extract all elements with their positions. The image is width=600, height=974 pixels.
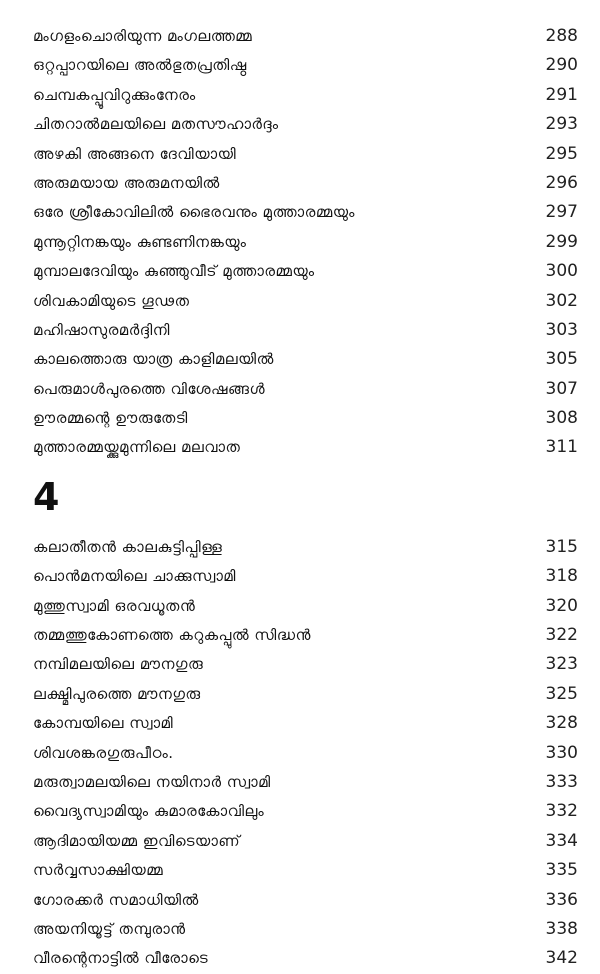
toc-entry-page: 291 <box>545 84 578 105</box>
toc-entry-title: നമ്പിമലയിലെ മൗനഗുരു <box>33 655 204 674</box>
toc-entry-page: 323 <box>545 654 578 675</box>
toc-entry-title: മുത്താരമ്മയ്ക്കുമുന്നിലെ മലവാത <box>33 438 241 457</box>
toc-entry <box>33 592 578 621</box>
toc-entry-title: കാലത്തൊരു യാത്ര കാളിമലയിൽ <box>33 350 274 369</box>
toc-entry-page: 300 <box>545 261 578 282</box>
toc-entry <box>33 198 578 227</box>
toc-entry <box>33 287 578 316</box>
toc-entry-page: 328 <box>545 713 578 734</box>
toc-entry-title: അയനിയൂട്ട് തമ്പുരാൻ <box>33 919 186 938</box>
toc-entry-page: 297 <box>545 202 578 223</box>
toc-entry <box>33 375 578 404</box>
toc-entry-title: തമ്മത്തുകോണത്തെ കറുകപ്പുൽ സിദ്ധൻ <box>33 626 311 645</box>
toc-entry <box>33 228 578 257</box>
toc-entry <box>33 886 578 915</box>
toc-entry-page: 320 <box>545 595 578 616</box>
toc-entry-title: അഴകി അങ്ങനെ ദേവിയായി <box>33 144 237 163</box>
toc-entry-title: മുത്തുസ്വാമി ഒരവധൂതൻ <box>33 596 196 615</box>
toc-entry-title: മംഗളംചൊരിയുന്ന മംഗലത്തമ്മ <box>33 27 253 45</box>
toc-entry-title: മുന്നൂറ്റിനങ്കയും കുണ്ടണിനങ്കയും <box>33 232 247 251</box>
toc-entry-page: 322 <box>545 625 578 646</box>
toc-entry-page: 305 <box>545 349 578 370</box>
toc-entry-page: 307 <box>545 378 578 399</box>
toc-entry-title: ഒരേ ശ്രീകോവിലിൽ ഭൈരവനും മുത്താരമ്മയും <box>33 203 355 222</box>
toc-entry <box>33 709 578 738</box>
toc-entry-page: 311 <box>545 437 578 458</box>
toc-entry <box>33 533 578 562</box>
toc-entry-page: 325 <box>545 683 578 704</box>
toc-entry-page: 296 <box>545 172 578 193</box>
toc-entry <box>33 621 578 650</box>
toc-entry-page: 332 <box>545 801 578 822</box>
toc-entry <box>33 915 578 944</box>
toc-entry-title: വൈദ്യസ്വാമിയും കുമാരകോവിലും <box>33 802 265 821</box>
toc-entry <box>33 22 578 51</box>
toc-entry-page: 333 <box>545 771 578 792</box>
toc-entry <box>33 944 578 973</box>
toc-entry-title: മരുത്വാമലയിലെ നയിനാർ സ്വാമി <box>33 772 271 791</box>
toc-entry-title: മഹിഷാസുരമർദ്ദിനി <box>33 320 170 339</box>
toc-entry <box>33 345 578 374</box>
toc-entry-title: ലക്ഷ്മിപുരത്തെ മൗനഗുരു <box>33 684 201 703</box>
toc-entry-title: ശിവകാമിയുടെ ഗൂഢത <box>33 291 190 310</box>
toc-entry <box>33 680 578 709</box>
toc-entry-page: 335 <box>545 860 578 881</box>
toc-entry-page: 293 <box>545 114 578 135</box>
toc-entry-title: ആദിമായിയമ്മ ഇവിടെയാണ് <box>33 831 241 850</box>
toc-entry <box>33 51 578 80</box>
toc-entry-page: 295 <box>545 143 578 164</box>
toc-entry-page: 334 <box>545 830 578 851</box>
toc-entry <box>33 140 578 169</box>
toc-entry-page: 318 <box>545 566 578 587</box>
toc-entry-page: 308 <box>545 408 578 429</box>
toc-entry-title: വീരന്റെനാട്ടിൽ വീരോടെ <box>33 949 209 968</box>
toc-entry <box>33 827 578 856</box>
toc-entry-title: ചിതറാൽമലയിലെ മതസൗഹാർദ്ദം <box>33 115 279 134</box>
toc-entry-page: 315 <box>545 536 578 557</box>
toc-entry <box>33 562 578 591</box>
toc-entry <box>33 169 578 198</box>
section-heading: 4 <box>33 474 60 519</box>
toc-entry-title: ശിവശങ്കരഗുരുപീഠം. <box>33 743 174 762</box>
toc-entry-title: പൊൻമനയിലെ ചാക്കുസ്വാമി <box>33 567 236 586</box>
toc-entry-title: ഊരമ്മന്റെ ഊരുതേടി <box>33 409 188 428</box>
table-of-contents <box>33 22 578 974</box>
toc-entry-page: 299 <box>545 231 578 252</box>
toc-entry <box>33 316 578 345</box>
toc-entry <box>33 768 578 797</box>
toc-entry-title: കോമ്പയിലെ സ്വാമി <box>33 714 174 733</box>
toc-entry-title: മുമ്പാലദേവിയും കുഞ്ഞുവീട് മുത്താരമ്മയും <box>33 262 315 281</box>
toc-entry <box>33 856 578 885</box>
toc-entry <box>33 110 578 139</box>
toc-entry-page: 302 <box>545 290 578 311</box>
toc-entry-page: 338 <box>545 918 578 939</box>
toc-entry-title: അരുമയായ അരുമനയിൽ <box>33 173 220 192</box>
toc-entry-title: ചെമ്പകപ്പൂവിറുക്കുംനേരം <box>33 85 196 104</box>
toc-entry-page: 342 <box>545 948 578 969</box>
toc-entry-title: പെരുമാൾപുരത്തെ വിശേഷങ്ങൾ <box>33 379 266 398</box>
toc-entry <box>33 739 578 768</box>
toc-entry <box>33 433 578 462</box>
toc-entry-page: 290 <box>545 55 578 76</box>
toc-entry <box>33 81 578 110</box>
toc-entry-title: ഒറ്റപ്പാറയിലെ അൽഭുതപ്രതിഷ്ഠ <box>33 56 247 75</box>
toc-entry-title: സർവ്വസാക്ഷിയമ്മ <box>33 861 164 880</box>
toc-entry <box>33 797 578 826</box>
toc-entry <box>33 257 578 286</box>
toc-entry <box>33 650 578 679</box>
toc-entry-page: 303 <box>545 319 578 340</box>
toc-entry-title: കലാതീതൻ കാലകുട്ടിപ്പിള്ള <box>33 537 223 556</box>
toc-entry-page: 288 <box>545 26 578 46</box>
toc-entry-title: ഗോരക്കർ സമാധിയിൽ <box>33 890 199 909</box>
toc-entry <box>33 404 578 433</box>
toc-entry-page: 336 <box>545 889 578 910</box>
toc-entry-page: 330 <box>545 742 578 763</box>
